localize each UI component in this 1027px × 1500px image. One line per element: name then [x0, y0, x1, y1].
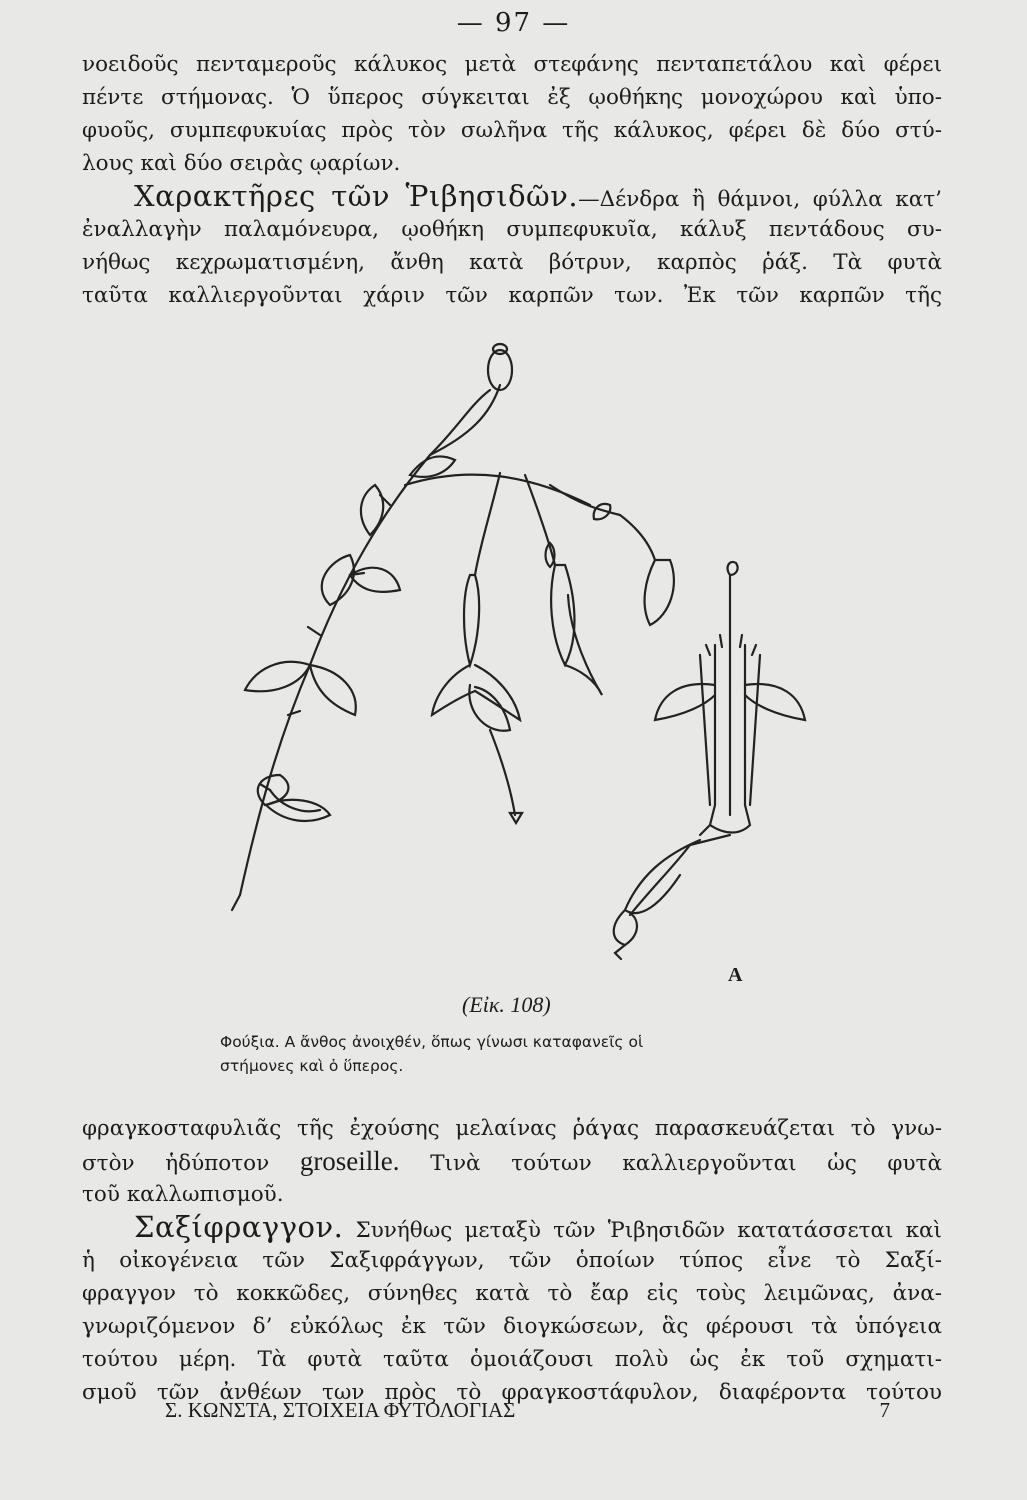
text-line: σμοῦ τῶν ἀνθέων των πρὸς τὸ φραγκοστάφυλον, διαφέροντα τούτου	[82, 1380, 942, 1405]
fuchsia-drawing	[170, 335, 930, 995]
caption-line: Φούξια. Α ἄνθος ἀνοιχθέν, ὅπως γίνωσι καταφανεῖς οἱ	[220, 1033, 644, 1051]
text-line: φυοῦς, συμπεφυκυίας πρὸς τὸν σωλῆνα τῆς κάλυκος, φέρει δὲ δύο στύ-	[82, 118, 942, 143]
text-line: Συνήθως μεταξὺ τῶν Ῥιβησιδῶν κατατάσσεται καὶ	[355, 1218, 942, 1243]
text-line: πέντε στήμονας. Ὁ ὕπερος σύγκειται ἐξ ῳοθήκης μονοχώρου καὶ ὑπο-	[82, 85, 942, 110]
footer-title: Σ. ΚΩΝΣΤΑ, ΣΤΟΙΧΕΙΑ ΦΥΤΟΛΟΓΙΑΣ	[165, 1398, 516, 1422]
text-line: νοειδοῦς πενταμεροῦς κάλυκος μετὰ στεφάνης πενταπετάλου καὶ φέρει	[82, 52, 942, 77]
bottom-paragraphs	[82, 1112, 942, 1409]
roman-word: groseille.	[299, 1146, 400, 1176]
top-paragraph	[82, 48, 942, 312]
figure-label: Α	[728, 964, 743, 986]
fuchsia-illustration	[170, 335, 930, 995]
text-line: ἐναλλαγὴν παλαμόνευρα, ῳοθήκη συμπεφυκυῖα, κάλυξ πεντάδους συ-	[82, 217, 942, 242]
figure-number: (Εἰκ. 108)	[462, 992, 551, 1017]
section-heading-line	[82, 1211, 942, 1244]
section-heading: Χαρακτῆρες τῶν Ῥιβησιδῶν.	[134, 180, 579, 213]
text-line: τούτου μέρη. Τὰ φυτὰ ταῦτα ὁμοιάζουσι πολὺ ὡς ἐκ τοῦ σχηματι-	[82, 1347, 942, 1372]
figure-caption	[220, 1030, 810, 1078]
text-line: ἡ οἰκογένεια τῶν Σαξιφράγγων, τῶν ὁποίων τύπος εἶνε τὸ Σαξί-	[82, 1248, 942, 1273]
footer-signature: 7	[879, 1398, 890, 1422]
text-span: στὸν ἡδύποτον	[82, 1151, 270, 1176]
text-line: φραγγον τὸ κοκκῶδες, σύνηθες κατὰ τὸ ἔαρ εἰς τοὺς λειμῶνας, ἀνα-	[82, 1281, 942, 1306]
text-line: νήθως κεχρωματισμένη, ἄνθη κατὰ βότρυν, καρπὸς ῥάξ. Τὰ φυτὰ	[82, 250, 942, 275]
text-line	[82, 1145, 942, 1178]
text-line: τοῦ καλλωπισμοῦ.	[82, 1182, 284, 1207]
text-line: φραγκοσταφυλιᾶς τῆς ἐχούσης μελαίνας ῥάγας παρασκευάζεται τὸ γνω-	[82, 1116, 942, 1141]
section-heading-line	[82, 180, 942, 213]
caption-line: στήμονες καὶ ὁ ὕπερος.	[220, 1057, 404, 1075]
text-line: λους καὶ δύο σειρὰς ῳαρίων.	[82, 151, 401, 176]
page-footer	[165, 1398, 890, 1423]
text-line: γνωριζόμενον δ’ εὐκόλως ἐκ τῶν διογκώσεων, ἃς φέρουσι τὰ ὑπόγεια	[82, 1314, 942, 1339]
page-number: — 97 —	[456, 8, 571, 38]
section-heading: Σαξίφραγγον.	[134, 1211, 344, 1244]
text-span: Τινὰ τούτων καλλιεργοῦνται ὡς φυτὰ	[430, 1151, 942, 1176]
text-line: —Δένδρα ἢ θάμνοι, φύλλα κατ’	[578, 187, 942, 212]
text-line: ταῦτα καλλιεργοῦνται χάριν τῶν καρπῶν των. Ἐκ τῶν καρπῶν τῆς	[82, 283, 942, 308]
